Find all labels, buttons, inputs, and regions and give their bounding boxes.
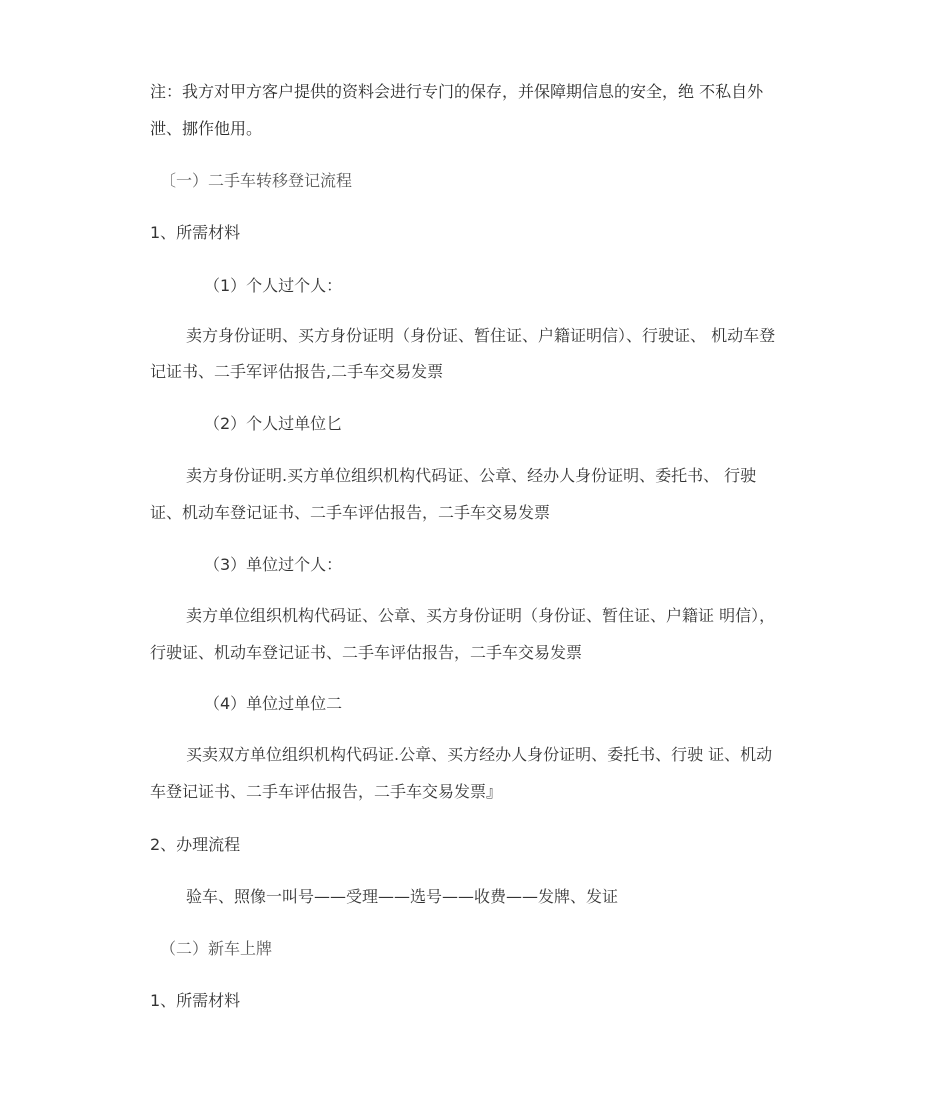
section2-heading: （二）新车上牌 [160, 939, 273, 958]
case2-title: （2）个人过单位匕 [204, 414, 343, 433]
section2-materials-heading: 1、所需材料 [150, 991, 241, 1010]
case4-title: （4）单位过单位二 [204, 694, 343, 713]
case1-line-1: 卖方身份证明、买方身份证明（身份证、暂住证、户籍证明信）、行驶证、 机动车登 [186, 326, 776, 345]
section1-process-text: 验车、照像一叫号——受理——选号——收费——发牌、发证 [186, 887, 619, 906]
case1-line-2: 记证书、二手军评估报告,二手车交易发票 [150, 362, 444, 381]
case2-line-1: 卖方身份证明.买方单位组织机构代码证、公章、经办人身份证明、委托书、 行驶 [186, 466, 757, 485]
case2-line-2: 证、机动车登记证书、二手车评估报告，二手车交易发票 [150, 503, 551, 522]
case1-title: （1）个人过个人： [204, 276, 343, 295]
section1-heading: 〔一）二手车转移登记流程 [160, 171, 353, 190]
section1-materials-heading: 1、所需材料 [150, 223, 241, 242]
note-line-1: 注：我方对甲方客户提供的资料会进行专门的保存，并保障期信息的安全，绝 不私自外 [150, 82, 764, 101]
case4-line-2: 车登记证书、二手车评估报告，二手车交易发票』 [150, 782, 503, 801]
section1-process-heading: 2、办理流程 [150, 835, 241, 854]
case3-line-2: 行驶证、机动车登记证书、二手车评估报告，二手车交易发票 [150, 643, 583, 662]
case4-line-1: 买卖双方单位组织机构代码证.公章、买方经办人身份证明、委托书、行驶 证、机动 [186, 745, 773, 764]
case3-title: （3）单位过个人： [204, 555, 343, 574]
case3-line-1: 卖方单位组织机构代码证、公章、买方身份证明（身份证、暂住证、户籍证 明信）， [186, 606, 776, 625]
note-line-2: 泄、挪作他用。 [150, 119, 263, 138]
